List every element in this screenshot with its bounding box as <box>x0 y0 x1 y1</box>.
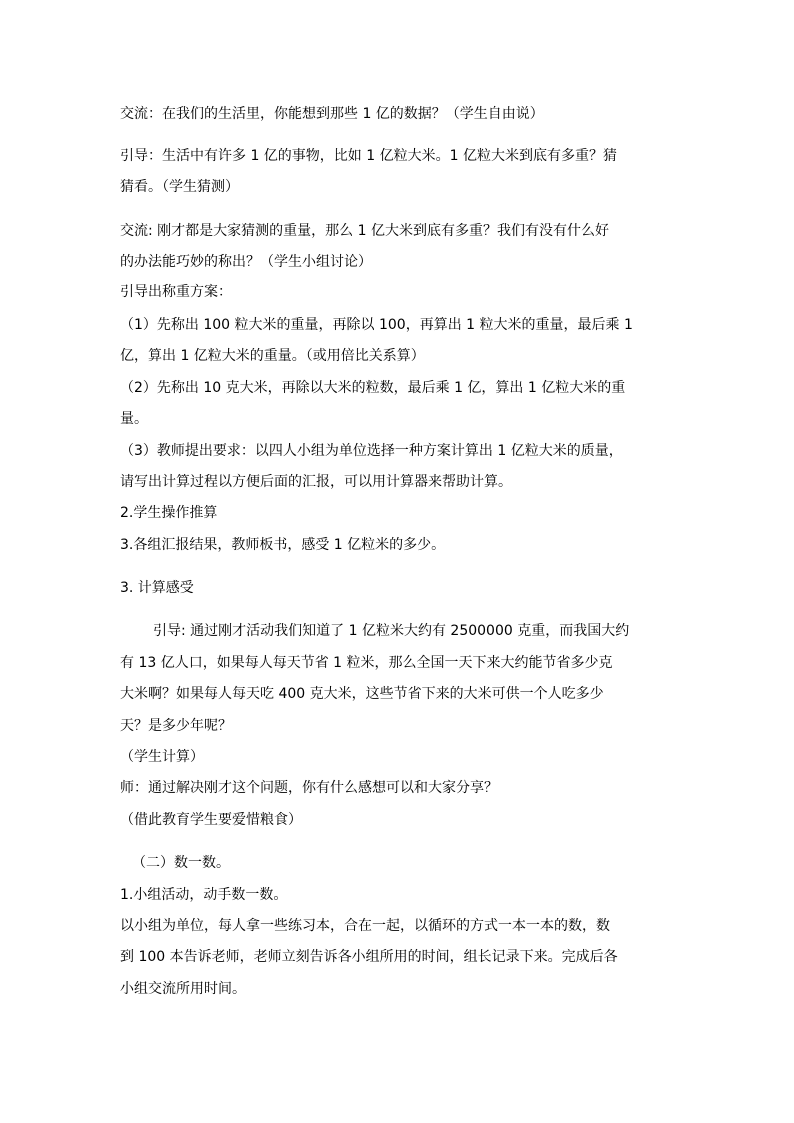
text-line: 引导出称重方案： <box>120 284 232 300</box>
text-line: 到 100 本告诉老师，老师立刻告诉各小组所用的时间，组长记录下来。完成后各 <box>120 949 618 965</box>
text-line: （2）先称出 10 克大米，再除以大米的粒数，最后乘 1 亿，算出 1 亿粒大米的重 <box>120 380 626 396</box>
text-line: 有 13 亿人口，如果每人每天节省 1 粒米，那么全国一天下来大约能节省多少克 <box>120 655 613 671</box>
text-line: 天？是多少年呢？ <box>120 718 232 734</box>
section-heading: （二）数一数。 <box>132 855 230 871</box>
text-line: 小组交流所用时间。 <box>120 981 246 997</box>
text-line: （3）教师提出要求：以四人小组为单位选择一种方案计算出 1 亿粒大米的质量， <box>120 443 623 459</box>
text-line: 3.各组汇报结果，教师板书，感受 1 亿粒米的多少。 <box>120 537 446 553</box>
text-line: 量。 <box>120 411 148 427</box>
text-line: 师：通过解决刚才这个问题，你有什么感想可以和大家分享？ <box>120 780 498 796</box>
section-heading: 3. 计算感受 <box>120 580 194 596</box>
text-line: （1）先称出 100 粒大米的重量，再除以 100，再算出 1 粒大米的重量，最后乘 1 <box>120 317 633 333</box>
text-line: 引导：生活中有许多 1 亿的事物，比如 1 亿粒大米。1 亿粒大米到底有多重？猜 <box>120 148 617 164</box>
text-line: 猜看。（学生猜测） <box>120 179 239 195</box>
text-line: （学生计算） <box>120 749 204 765</box>
text-line: 2.学生操作推算 <box>120 505 218 521</box>
text-line: 亿，算出 1 亿粒大米的重量。（或用倍比关系算） <box>120 348 425 364</box>
text-line: 交流: 刚才都是大家猜测的重量，那么 1 亿大米到底有多重？我们有没有什么好 <box>120 223 609 239</box>
text-line: 交流：在我们的生活里，你能想到那些 1 亿的数据？（学生自由说） <box>120 106 544 122</box>
text-line: （借此教育学生要爱惜粮食） <box>120 812 302 828</box>
text-line: 的办法能巧妙的称出？（学生小组讨论） <box>120 254 372 270</box>
text-line: 引导: 通过刚才活动我们知道了 1 亿粒米大约有 2500000 克重，而我国大约 <box>153 623 630 639</box>
text-line: 大米啊？如果每人每天吃 400 克大米，这些节省下来的大米可供一个人吃多少 <box>120 686 604 702</box>
text-line: 1.小组活动，动手数一数。 <box>120 887 288 903</box>
text-line: 以小组为单位，每人拿一些练习本，合在一起，以循环的方式一本一本的数，数 <box>120 918 610 934</box>
text-line: 请写出计算过程以方便后面的汇报，可以用计算器来帮助计算。 <box>120 474 512 490</box>
